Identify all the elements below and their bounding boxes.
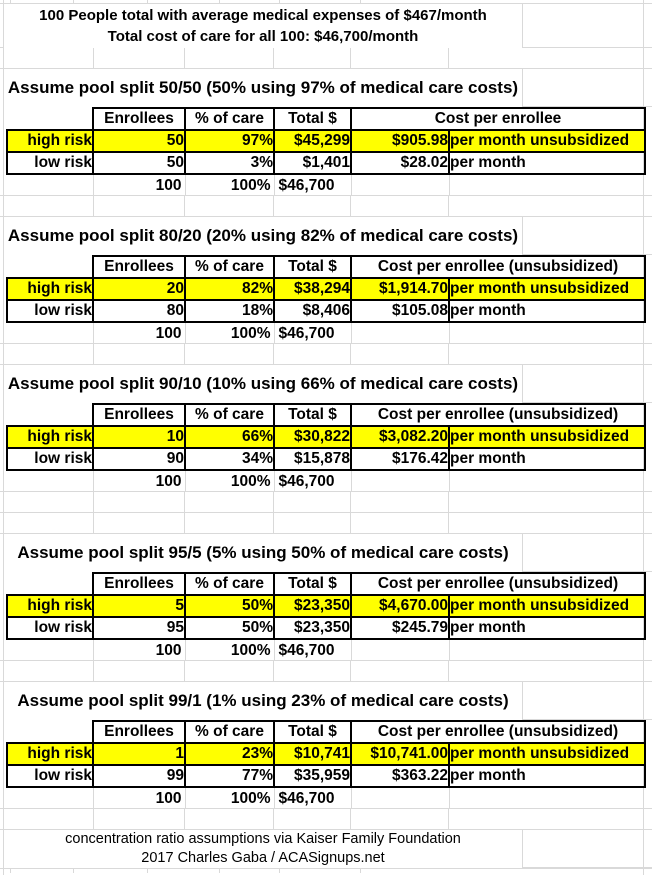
cell-enrollees: 20 [93, 278, 185, 300]
cell-period-note: per month unsubsidized [449, 595, 645, 617]
high-risk-row [7, 426, 645, 448]
cell-enrollees: 90 [93, 448, 185, 470]
cell-cost-per-enrollee: $905.98 [351, 130, 449, 152]
total-enrollees: 100 [93, 787, 185, 809]
empty-cell [351, 639, 449, 661]
cell-period-note: per month unsubsidized [449, 743, 645, 765]
cell-pct-of-care: 50% [185, 617, 274, 639]
empty-cell [7, 787, 93, 809]
totals-row [7, 787, 645, 809]
col-header-enrollees: Enrollees [93, 573, 185, 595]
section-title-row-99-1 [0, 682, 652, 720]
cell-cost-per-enrollee: $3,082.20 [351, 426, 449, 448]
empty-cell [449, 787, 645, 809]
cell-total: $23,350 [274, 595, 351, 617]
high-risk-row [7, 743, 645, 765]
empty-cell [449, 174, 645, 196]
col-header-total: Total $ [274, 256, 351, 278]
cell-period-note: per month [449, 617, 645, 639]
totals-row [7, 322, 645, 344]
total-pct-of-care: 100% [185, 787, 274, 809]
cell-enrollees: 50 [93, 130, 185, 152]
table-header-row [7, 573, 645, 595]
totals-row [7, 174, 645, 196]
cell-period-note: per month [449, 300, 645, 322]
empty-row [0, 491, 652, 513]
cell-period-note: per month [449, 152, 645, 174]
cell-pct-of-care: 23% [185, 743, 274, 765]
total-enrollees: 100 [93, 322, 185, 344]
col-header-enrollees: Enrollees [93, 721, 185, 743]
high-risk-row [7, 278, 645, 300]
total-enrollees: 100 [93, 174, 185, 196]
pool-table-80-20 [6, 255, 646, 344]
col-header-total: Total $ [274, 108, 351, 130]
col-header-total: Total $ [274, 404, 351, 426]
low-risk-row [7, 617, 645, 639]
empty-row [0, 47, 652, 69]
section-title-80-20: Assume pool split 80/20 (20% using 82% of medical care costs) [4, 217, 523, 255]
section-title-row-80-20 [0, 217, 652, 255]
empty-cell [7, 573, 93, 595]
col-header-cost-per-enrollee: Cost per enrollee (unsubsidized) [351, 721, 645, 743]
section-title-95-5: Assume pool split 95/5 (5% using 50% of medical care costs) [4, 534, 523, 572]
cell-total: $23,350 [274, 617, 351, 639]
col-header-enrollees: Enrollees [93, 404, 185, 426]
sheet-gridline-left [3, 0, 4, 875]
empty-row [0, 660, 652, 682]
col-header-pct-of-care: % of care [185, 404, 274, 426]
table-header-row [7, 256, 645, 278]
empty-cell [351, 787, 449, 809]
cell-pct-of-care: 34% [185, 448, 274, 470]
empty-cell [351, 470, 449, 492]
cell-enrollees: 95 [93, 617, 185, 639]
cell-cost-per-enrollee: $105.08 [351, 300, 449, 322]
row-label-low-risk: low risk [7, 448, 93, 470]
empty-row [0, 343, 652, 365]
row-label-high-risk: high risk [7, 278, 93, 300]
cell-period-note: per month unsubsidized [449, 426, 645, 448]
sheet-title-line1: 100 People total with average medical expenses of $467/month [39, 7, 487, 24]
footer-cell [4, 830, 523, 868]
cell-pct-of-care: 82% [185, 278, 274, 300]
empty-row [0, 195, 652, 217]
col-header-total: Total $ [274, 721, 351, 743]
total-pct-of-care: 100% [185, 639, 274, 661]
empty-row [0, 512, 652, 534]
row-label-low-risk: low risk [7, 617, 93, 639]
sheet-title-line2: Total cost of care for all 100: $46,700/month [107, 28, 419, 45]
empty-cell [7, 174, 93, 196]
cell-enrollees: 99 [93, 765, 185, 787]
col-header-cost-per-enrollee: Cost per enrollee (unsubsidized) [351, 573, 645, 595]
table-header-row [7, 108, 645, 130]
section-title-90-10: Assume pool split 90/10 (10% using 66% of medical care costs) [4, 365, 523, 403]
empty-cell [449, 322, 645, 344]
section-title-row-90-10 [0, 365, 652, 403]
cell-enrollees: 10 [93, 426, 185, 448]
empty-cell [7, 256, 93, 278]
pool-table-99-1 [6, 720, 646, 809]
total-dollars: $46,700 [274, 787, 351, 809]
high-risk-row [7, 595, 645, 617]
row-label-high-risk: high risk [7, 130, 93, 152]
col-header-pct-of-care: % of care [185, 108, 274, 130]
col-header-pct-of-care: % of care [185, 573, 274, 595]
col-header-pct-of-care: % of care [185, 256, 274, 278]
cell-cost-per-enrollee: $4,670.00 [351, 595, 449, 617]
section-title-row-95-5 [0, 534, 652, 572]
empty-cell [7, 721, 93, 743]
cell-pct-of-care: 50% [185, 595, 274, 617]
empty-cell [351, 174, 449, 196]
footer-attribution-line2: 2017 Charles Gaba / ACASignups.net [141, 850, 385, 866]
empty-cell [449, 639, 645, 661]
footer-attribution-line1: concentration ratio assumptions via Kaiser Family Foundation [65, 831, 461, 847]
totals-row [7, 639, 645, 661]
pool-table-50-50 [6, 107, 646, 196]
col-header-pct-of-care: % of care [185, 721, 274, 743]
sheet-edge-gridlines-bottom [0, 868, 652, 873]
cell-cost-per-enrollee: $1,914.70 [351, 278, 449, 300]
low-risk-row [7, 300, 645, 322]
totals-row [7, 470, 645, 492]
col-header-enrollees: Enrollees [93, 108, 185, 130]
col-header-total: Total $ [274, 573, 351, 595]
cell-pct-of-care: 3% [185, 152, 274, 174]
empty-cell [7, 639, 93, 661]
row-label-low-risk: low risk [7, 300, 93, 322]
cell-total: $8,406 [274, 300, 351, 322]
pool-table-90-10 [6, 403, 646, 492]
cell-cost-per-enrollee: $176.42 [351, 448, 449, 470]
col-header-cost-per-enrollee: Cost per enrollee (unsubsidized) [351, 256, 645, 278]
cell-total: $45,299 [274, 130, 351, 152]
col-header-cost-per-enrollee: Cost per enrollee [351, 108, 645, 130]
total-pct-of-care: 100% [185, 174, 274, 196]
row-label-high-risk: high risk [7, 426, 93, 448]
total-dollars: $46,700 [274, 174, 351, 196]
total-pct-of-care: 100% [185, 470, 274, 492]
row-label-high-risk: high risk [7, 743, 93, 765]
cell-cost-per-enrollee: $28.02 [351, 152, 449, 174]
cell-total: $1,401 [274, 152, 351, 174]
table-header-row [7, 404, 645, 426]
cell-period-note: per month [449, 448, 645, 470]
cell-period-note: per month unsubsidized [449, 278, 645, 300]
sheet-title-row [0, 4, 652, 48]
total-enrollees: 100 [93, 639, 185, 661]
cell-total: $15,878 [274, 448, 351, 470]
row-label-low-risk: low risk [7, 765, 93, 787]
low-risk-row [7, 152, 645, 174]
row-label-low-risk: low risk [7, 152, 93, 174]
cell-enrollees: 80 [93, 300, 185, 322]
cell-cost-per-enrollee: $363.22 [351, 765, 449, 787]
col-header-cost-per-enrollee: Cost per enrollee (unsubsidized) [351, 404, 645, 426]
cell-enrollees: 1 [93, 743, 185, 765]
empty-cell [7, 404, 93, 426]
cell-pct-of-care: 97% [185, 130, 274, 152]
cell-total: $35,959 [274, 765, 351, 787]
empty-cell [449, 470, 645, 492]
total-dollars: $46,700 [274, 470, 351, 492]
high-risk-row [7, 130, 645, 152]
section-title-50-50: Assume pool split 50/50 (50% using 97% of medical care costs) [4, 69, 523, 107]
total-enrollees: 100 [93, 470, 185, 492]
total-pct-of-care: 100% [185, 322, 274, 344]
cell-enrollees: 50 [93, 152, 185, 174]
low-risk-row [7, 765, 645, 787]
cell-pct-of-care: 77% [185, 765, 274, 787]
total-dollars: $46,700 [274, 322, 351, 344]
col-header-enrollees: Enrollees [93, 256, 185, 278]
empty-cell [7, 322, 93, 344]
pool-table-95-5 [6, 572, 646, 661]
empty-row [0, 808, 652, 830]
cell-enrollees: 5 [93, 595, 185, 617]
cell-cost-per-enrollee: $10,741.00 [351, 743, 449, 765]
row-label-high-risk: high risk [7, 595, 93, 617]
cell-pct-of-care: 18% [185, 300, 274, 322]
section-title-99-1: Assume pool split 99/1 (1% using 23% of medical care costs) [4, 682, 523, 720]
footer-row [0, 830, 652, 868]
cell-total: $30,822 [274, 426, 351, 448]
empty-cell [7, 470, 93, 492]
empty-cell [7, 108, 93, 130]
cell-total: $38,294 [274, 278, 351, 300]
total-dollars: $46,700 [274, 639, 351, 661]
cell-period-note: per month [449, 765, 645, 787]
cell-cost-per-enrollee: $245.79 [351, 617, 449, 639]
cell-total: $10,741 [274, 743, 351, 765]
section-title-row-50-50 [0, 69, 652, 107]
cell-period-note: per month unsubsidized [449, 130, 645, 152]
sheet-title-cell [4, 4, 523, 48]
low-risk-row [7, 448, 645, 470]
cell-pct-of-care: 66% [185, 426, 274, 448]
empty-cell [351, 322, 449, 344]
table-header-row [7, 721, 645, 743]
